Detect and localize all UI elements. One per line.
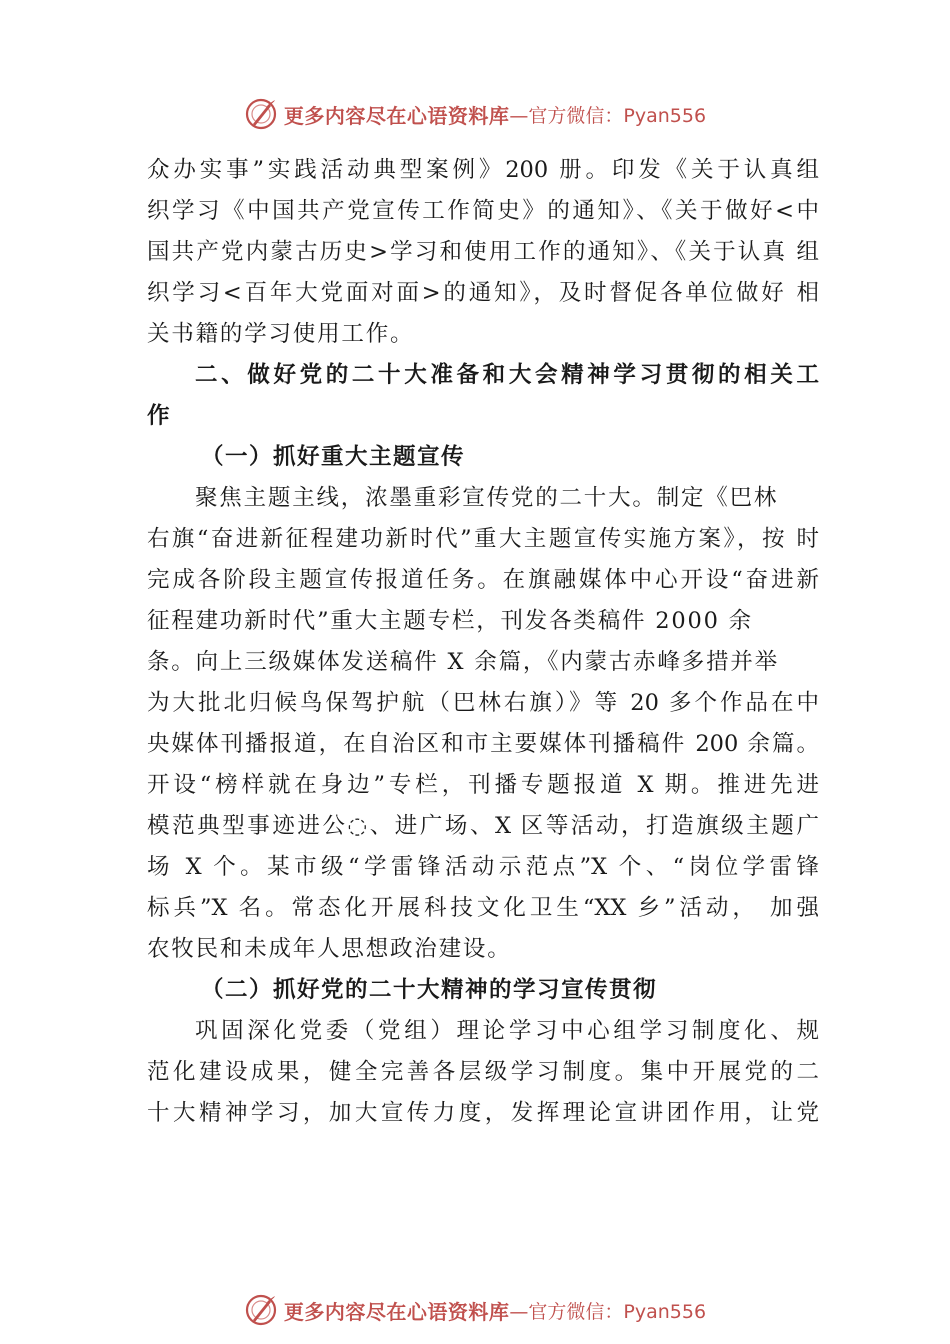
- body-line: 众办实事”实践活动典型案例》200 册。印发《关于认真组: [147, 157, 819, 183]
- section-heading: 二、做好党的二十大准备和大会精神学习贯彻的相关工: [195, 362, 819, 388]
- body-line: 巩固深化党委（党组）理论学习中心组学习制度化、规: [195, 1018, 819, 1044]
- body-line: 模范典型事迹进公◌、进广场、X 区等活动，打造旗级主题广: [147, 813, 819, 839]
- body-line: 聚焦主题主线，浓墨重彩宣传党的二十大。制定《巴林: [195, 485, 779, 511]
- body-line: 织学习<百年大党面对面>的通知》，及时督促各单位做好 相: [147, 280, 819, 306]
- body-line: 关书籍的学习使用工作。: [147, 321, 415, 347]
- body-line: 十大精神学习，加大宣传力度，发挥理论宣讲团作用，让党: [147, 1100, 819, 1126]
- quill-logo-icon: [244, 1293, 278, 1327]
- banner-wechat-text: —官方微信：Pyan556: [509, 1300, 707, 1323]
- body-line: 国共产党内蒙古历史>学习和使用工作的通知》、《关于认真 组: [147, 239, 819, 265]
- subsection-heading: （一）抓好重大主题宣传: [201, 444, 466, 470]
- body-line: 织学习《中国共产党宣传工作简史》的通知》、《关于做好<中: [147, 198, 819, 224]
- body-line: 农牧民和未成年人思想政治建设。: [147, 936, 512, 962]
- section-heading-continued: 作: [147, 403, 172, 429]
- banner-wechat-text: —官方微信：Pyan556: [509, 104, 707, 127]
- body-line: 为大批北归候鸟保驾护航（巴林右旗）》等 20 多个作品在中: [147, 690, 819, 716]
- body-line: 右旗“奋进新征程建功新时代”重大主题宣传实施方案》，按 时: [147, 526, 819, 552]
- body-line: 开设“榜样就在身边”专栏，刊播专题报道 X 期。推进先进: [147, 772, 819, 798]
- body-line: 条。向上三级媒体发送稿件 X 余篇，《内蒙古赤峰多措并举: [147, 649, 779, 675]
- body-line: 场 X 个。某市级“学雷锋活动示范点”X 个、“岗位学雷锋: [147, 854, 819, 880]
- document-body: [147, 150, 819, 1134]
- subsection-heading: （二）抓好党的二十大精神的学习宣传贯彻: [201, 977, 658, 1003]
- quill-logo-icon: [244, 97, 278, 131]
- banner-brand-text: 更多内容尽在心语资料库: [283, 1299, 510, 1324]
- footer-watermark-banner: [0, 1290, 950, 1330]
- body-line: 范化建设成果，健全完善各层级学习制度。集中开展党的二: [147, 1059, 819, 1085]
- body-line: 标兵”X 名。常态化开展科技文化卫生“XX 乡”活动， 加强: [147, 895, 819, 921]
- body-line: 完成各阶段主题宣传报道任务。在旗融媒体中心开设“奋进新: [147, 567, 819, 593]
- body-line: 征程建功新时代”重大主题专栏，刊发各类稿件 2000 余: [147, 608, 753, 634]
- banner-brand-text: 更多内容尽在心语资料库: [283, 103, 510, 128]
- body-line: 央媒体刊播报道，在自治区和市主要媒体刊播稿件 200 余篇。: [147, 731, 819, 757]
- header-watermark-banner: [0, 94, 950, 134]
